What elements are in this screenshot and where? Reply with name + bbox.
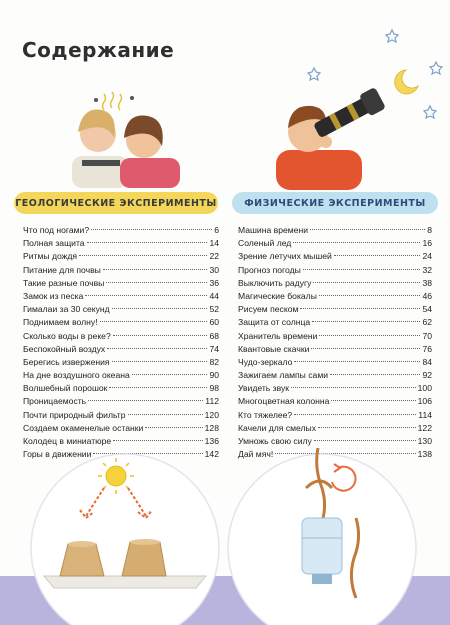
toc-item-title: Берегись извержения: [23, 356, 110, 367]
toc-item-page: 36: [209, 277, 219, 288]
toc-item-title: Увидеть звук: [238, 383, 290, 394]
toc-leader-dots: [109, 387, 207, 388]
toc-item-page: 138: [417, 449, 432, 460]
toc-item-title: Волшебный порошок: [23, 383, 108, 394]
toc-item-page: 114: [418, 409, 432, 420]
toc-item[interactable]: [238, 264, 432, 277]
toc-item-page: 120: [204, 409, 219, 420]
toc-item-title: Создаем окаменелые останки: [23, 422, 144, 433]
toc-item-page: 74: [209, 343, 219, 354]
toc-item-page: 112: [205, 396, 219, 407]
toc-item-title: Проницаемость: [23, 396, 87, 407]
toc-leader-dots: [293, 242, 420, 243]
toc-item-title: Колодец в миниатюре: [23, 436, 112, 446]
toc-item-title: Почти природный фильтр: [23, 409, 126, 420]
girls-photo: [58, 88, 198, 188]
toc-item[interactable]: [238, 330, 432, 343]
toc-item-title: Кто тяжелее?: [238, 409, 293, 420]
toc-item-page: 52: [209, 304, 219, 315]
toc-item-title: Квантовые скачки: [238, 343, 310, 354]
geology-section-banner: ГЕОЛОГИЧЕСКИЕ ЭКСПЕРИМЕНТЫ: [14, 192, 218, 214]
toc-leader-dots: [319, 295, 421, 296]
toc-leader-dots: [91, 229, 212, 230]
toc-item-title: На дне воздушного океана: [23, 370, 130, 381]
tray: [44, 576, 206, 588]
toc-item-title: Умножь свою силу: [238, 436, 312, 446]
toc-leader-dots: [113, 440, 203, 441]
toc-item-title: Зрение летучих мышей: [238, 251, 332, 262]
toc-item[interactable]: [23, 316, 219, 329]
toc-leader-dots: [112, 361, 208, 362]
toc-leader-dots: [79, 255, 207, 256]
toc-leader-dots: [319, 335, 420, 336]
toc-item-title: Защита от солнца: [238, 317, 311, 328]
toc-leader-dots: [294, 361, 420, 362]
toc-item-title: Качели для смелых: [238, 422, 317, 433]
toc-leader-dots: [85, 295, 207, 296]
toc-leader-dots: [103, 269, 208, 270]
toc-item-page: 84: [422, 356, 432, 367]
toc-item[interactable]: [23, 369, 219, 382]
toc-item[interactable]: [23, 224, 219, 237]
toc-leader-dots: [132, 374, 208, 375]
toc-item-title: Зажигаем лампы сами: [238, 370, 329, 381]
toc-leader-dots: [128, 414, 203, 415]
toc-leader-dots: [312, 321, 420, 322]
toc-item[interactable]: [238, 369, 432, 382]
toc-item-title: Чудо-зеркало: [238, 356, 293, 367]
geology-toc-list: [23, 224, 219, 461]
physics-toc-list: [238, 224, 432, 461]
toc-item-title: Полная защита: [23, 238, 85, 249]
toc-item-title: Поднимаем волну!: [23, 317, 98, 328]
toc-leader-dots: [314, 440, 416, 441]
toc-leader-dots: [334, 255, 421, 256]
toc-leader-dots: [331, 400, 415, 401]
moon-icon: [395, 70, 418, 94]
toc-item-title: Замок из песка: [23, 290, 84, 301]
toc-leader-dots: [87, 242, 208, 243]
star-icon: [386, 30, 398, 42]
telescope-boy-photo: [268, 70, 398, 190]
star-icon: [424, 106, 436, 118]
toc-leader-dots: [112, 308, 208, 309]
toc-item[interactable]: [23, 303, 219, 316]
toc-item-title: Многоцветная колонна: [238, 396, 330, 407]
toc-item[interactable]: [23, 250, 219, 263]
toc-item-page: 62: [422, 317, 432, 328]
toc-leader-dots: [311, 348, 420, 349]
page-title: Содержание: [22, 38, 175, 62]
physics-section-banner: ФИЗИЧЕСКИЕ ЭКСПЕРИМЕНТЫ: [232, 192, 438, 214]
toc-item-page: 130: [417, 436, 432, 446]
toc-leader-dots: [313, 282, 420, 283]
toc-item-page: 122: [417, 422, 432, 433]
toc-item[interactable]: [23, 237, 219, 250]
toc-item-title: Дай мяч!: [238, 449, 274, 460]
toc-item-title: Ритмы дождя: [23, 251, 78, 262]
toc-item-page: 92: [422, 370, 432, 381]
toc-item[interactable]: [238, 409, 432, 422]
toc-leader-dots: [330, 374, 420, 375]
water-bottle: [302, 518, 342, 574]
toc-leader-dots: [88, 400, 203, 401]
toc-leader-dots: [145, 427, 202, 428]
toc-item[interactable]: [23, 395, 219, 408]
toc-item-page: 82: [209, 356, 219, 367]
toc-item-page: 76: [422, 343, 432, 354]
toc-item[interactable]: [238, 277, 432, 290]
toc-item-page: 32: [422, 264, 432, 275]
toc-item[interactable]: [23, 343, 219, 356]
toc-item[interactable]: [238, 356, 432, 369]
toc-item-page: 8: [427, 225, 432, 235]
toc-leader-dots: [300, 308, 420, 309]
toc-item[interactable]: [238, 224, 432, 237]
toc-leader-dots: [106, 282, 207, 283]
toc-item-page: 30: [209, 264, 219, 275]
sand-mold-left: [60, 544, 104, 576]
toc-item-title: Такие разные почвы: [23, 277, 105, 288]
toc-item-title: Что под ногами?: [23, 225, 90, 235]
toc-item-page: 22: [209, 251, 219, 262]
toc-item-page: 38: [422, 277, 432, 288]
toc-item[interactable]: [238, 250, 432, 263]
toc-leader-dots: [113, 335, 208, 336]
toc-item-page: 6: [214, 225, 219, 235]
toc-item[interactable]: [23, 290, 219, 303]
toc-item[interactable]: [238, 303, 432, 316]
toc-item[interactable]: [23, 356, 219, 369]
toc-item-page: 16: [422, 238, 432, 249]
toc-item-page: 70: [422, 330, 432, 341]
toc-leader-dots: [303, 269, 421, 270]
toc-item[interactable]: [23, 435, 219, 448]
toc-item[interactable]: [238, 435, 432, 448]
toc-leader-dots: [318, 427, 416, 428]
toc-item-title: Магические бокалы: [238, 290, 317, 301]
toc-item-title: Машина времени: [238, 225, 309, 235]
toc-item[interactable]: [23, 409, 219, 422]
toc-item-page: 106: [417, 396, 432, 407]
toc-item-page: 136: [204, 436, 219, 446]
toc-item-title: Хранитель времени: [238, 330, 318, 341]
toc-item-title: Рисуем песком: [238, 304, 299, 315]
toc-item-page: 100: [417, 383, 432, 394]
toc-item-title: Соленый лед: [238, 238, 292, 249]
toc-item[interactable]: [238, 290, 432, 303]
toc-item[interactable]: [23, 382, 219, 395]
sand-mold-right: [122, 542, 166, 576]
toc-item-title: Выключить радугу: [238, 277, 312, 288]
toc-item-title: Гималаи за 30 секунд: [23, 304, 110, 315]
toc-leader-dots: [107, 348, 207, 349]
toc-item[interactable]: [238, 422, 432, 435]
toc-leader-dots: [294, 414, 416, 415]
toc-item[interactable]: [238, 316, 432, 329]
toc-leader-dots: [310, 229, 425, 230]
toc-item-title: Прогноз погоды: [238, 264, 301, 275]
bottom-illustrations: [0, 448, 450, 625]
star-icon: [430, 62, 442, 74]
toc-item-title: Беспокойный воздух: [23, 343, 106, 354]
toc-item-page: 54: [422, 304, 432, 315]
toc-item[interactable]: [238, 395, 432, 408]
toc-item[interactable]: [23, 277, 219, 290]
toc-item[interactable]: [238, 237, 432, 250]
toc-item[interactable]: [238, 382, 432, 395]
toc-item-page: 68: [209, 330, 219, 341]
toc-item[interactable]: [23, 422, 219, 435]
toc-item-page: 46: [422, 290, 432, 301]
toc-item-page: 44: [209, 290, 219, 301]
toc-item-page: 14: [209, 238, 219, 249]
toc-item-title: Горы в движении: [23, 449, 92, 460]
toc-item[interactable]: [23, 330, 219, 343]
toc-item-page: 24: [422, 251, 432, 262]
toc-item-page: 98: [209, 383, 219, 394]
toc-item-page: 90: [209, 370, 219, 381]
toc-item-page: 128: [204, 422, 219, 433]
toc-item-page: 60: [209, 317, 219, 328]
toc-item[interactable]: [23, 264, 219, 277]
toc-leader-dots: [291, 387, 416, 388]
toc-leader-dots: [100, 321, 208, 322]
toc-item-page: 142: [204, 449, 219, 460]
toc-item-title: Сколько воды в реке?: [23, 330, 111, 341]
toc-item[interactable]: [238, 343, 432, 356]
sun-icon: [106, 466, 126, 486]
toc-item-title: Питание для почвы: [23, 264, 101, 275]
